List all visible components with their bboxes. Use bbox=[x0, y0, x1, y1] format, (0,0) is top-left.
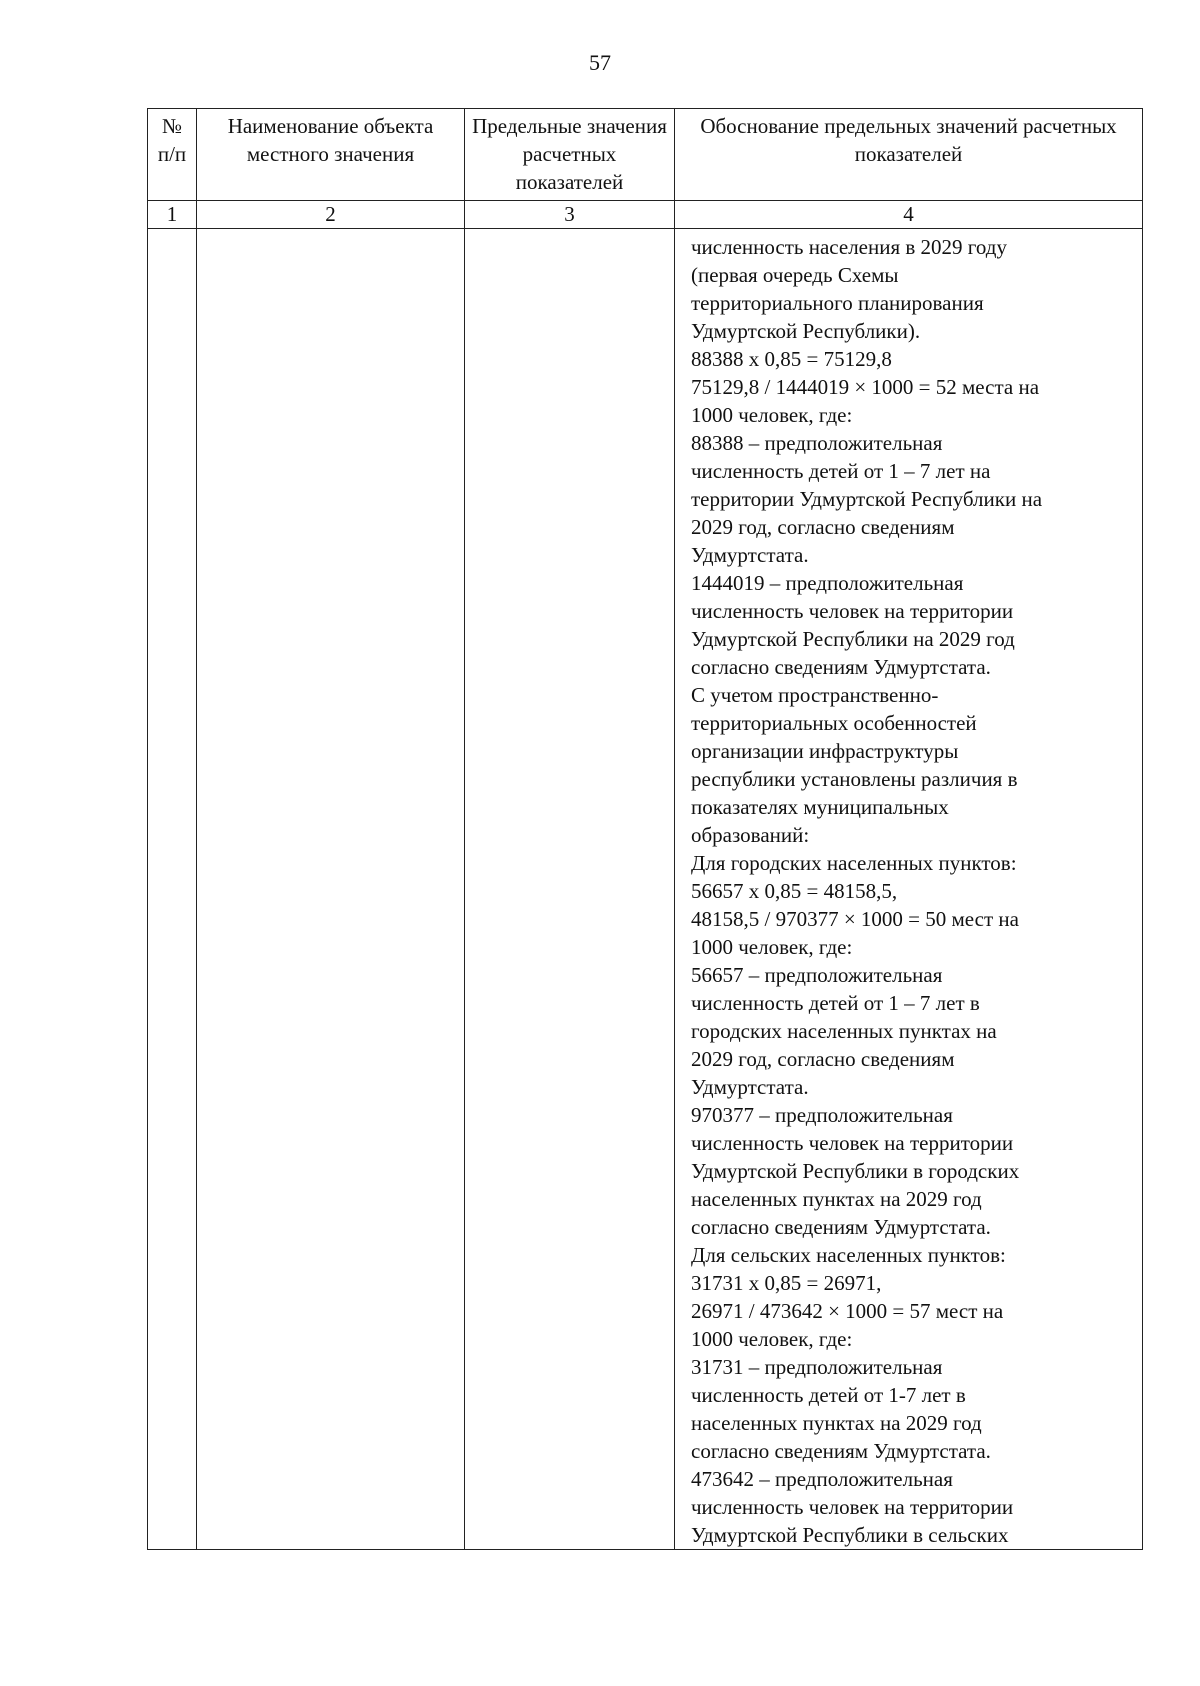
justification-line: численность населения в 2029 году bbox=[691, 235, 1007, 259]
cell-number bbox=[148, 229, 197, 1550]
justification-line: 1000 человек, где: bbox=[691, 1327, 853, 1351]
header-limit-values-label: Предельные значения расчетных показателей bbox=[472, 114, 667, 194]
justification-line: 1444019 – предположительная bbox=[691, 571, 964, 595]
page-number: 57 bbox=[589, 50, 611, 75]
column-number-row bbox=[148, 201, 1143, 229]
justification-line: Для сельских населенных пунктов: bbox=[691, 1243, 1006, 1267]
justification-line: Для городских населенных пунктов: bbox=[691, 851, 1017, 875]
justification-line: 88388 – предположительная bbox=[691, 431, 943, 455]
justification-line: организации инфраструктуры bbox=[691, 739, 959, 763]
justification-line: 56657 х 0,85 = 48158,5, bbox=[691, 879, 898, 903]
justification-line: 473642 – предположительная bbox=[691, 1467, 953, 1491]
justification-line: Удмуртской Республики в сельских bbox=[691, 1523, 1009, 1547]
cell-justification bbox=[675, 229, 1143, 1550]
justification-line: 31731 х 0,85 = 26971, bbox=[691, 1271, 882, 1295]
header-justification bbox=[675, 109, 1143, 201]
cell-object-name bbox=[197, 229, 465, 1550]
header-justification-label: Обоснование предельных значений расчетных показателей bbox=[700, 114, 1117, 166]
justification-line: Удмуртской Республики на 2029 год bbox=[691, 627, 1015, 651]
justification-text bbox=[675, 229, 1142, 1549]
header-number-label: № п/п bbox=[157, 114, 187, 166]
justification-line: согласно сведениям Удмуртстата. bbox=[691, 1439, 991, 1463]
justification-line: Удмуртской Республики). bbox=[691, 319, 921, 343]
justification-line: территориального планирования bbox=[691, 291, 984, 315]
header-object-name bbox=[197, 109, 465, 201]
justification-line: Удмуртской Республики в городских bbox=[691, 1159, 1020, 1183]
justification-line: 56657 – предположительная bbox=[691, 963, 943, 987]
justification-line: (первая очередь Схемы bbox=[691, 263, 899, 287]
justification-line: 1000 человек, где: bbox=[691, 935, 853, 959]
justification-line: согласно сведениям Удмуртстата. bbox=[691, 655, 991, 679]
indicators-table bbox=[147, 108, 1143, 1550]
justification-line: 31731 – предположительная bbox=[691, 1355, 943, 1379]
justification-line: численность детей от 1 – 7 лет на bbox=[691, 459, 991, 483]
table-header-row bbox=[148, 109, 1143, 201]
justification-line: С учетом пространственно- bbox=[691, 683, 939, 707]
header-limit-values bbox=[465, 109, 675, 201]
justification-line: Удмуртстата. bbox=[691, 543, 809, 567]
justification-line: 970377 – предположительная bbox=[691, 1103, 953, 1127]
justification-line: 88388 х 0,85 = 75129,8 bbox=[691, 347, 892, 371]
justification-line: 2029 год, согласно сведениям bbox=[691, 1047, 955, 1071]
justification-line: численность человек на территории bbox=[691, 1495, 1014, 1519]
justification-line: 2029 год, согласно сведениям bbox=[691, 515, 955, 539]
justification-line: населенных пунктах на 2029 год bbox=[691, 1411, 982, 1435]
justification-line: городских населенных пунктах на bbox=[691, 1019, 997, 1043]
justification-line: численность детей от 1-7 лет в bbox=[691, 1383, 966, 1407]
justification-line: населенных пунктах на 2029 год bbox=[691, 1187, 982, 1211]
justification-line: территории Удмуртской Республики на bbox=[691, 487, 1043, 511]
justification-line: образований: bbox=[691, 823, 810, 847]
justification-line: Удмуртстата. bbox=[691, 1075, 809, 1099]
column-number-2: 2 bbox=[197, 201, 465, 229]
justification-line: численность детей от 1 – 7 лет в bbox=[691, 991, 980, 1015]
column-number-3: 3 bbox=[465, 201, 675, 229]
table-row bbox=[148, 229, 1143, 1550]
cell-limit-values bbox=[465, 229, 675, 1550]
justification-line: численность человек на территории bbox=[691, 1131, 1014, 1155]
justification-line: согласно сведениям Удмуртстата. bbox=[691, 1215, 991, 1239]
header-number bbox=[148, 109, 197, 201]
column-number-4: 4 bbox=[675, 201, 1143, 229]
justification-line: 26971 / 473642 × 1000 = 57 мест на bbox=[691, 1299, 1004, 1323]
header-object-name-label: Наименование объекта местного значения bbox=[227, 114, 434, 166]
justification-line: 1000 человек, где: bbox=[691, 403, 853, 427]
justification-line: территориальных особенностей bbox=[691, 711, 977, 735]
justification-line: численность человек на территории bbox=[691, 599, 1014, 623]
justification-line: показателях муниципальных bbox=[691, 795, 949, 819]
justification-line: 48158,5 / 970377 × 1000 = 50 мест на bbox=[691, 907, 1019, 931]
justification-line: 75129,8 / 1444019 × 1000 = 52 места на bbox=[691, 375, 1040, 399]
column-number-1: 1 bbox=[148, 201, 197, 229]
justification-line: республики установлены различия в bbox=[691, 767, 1018, 791]
